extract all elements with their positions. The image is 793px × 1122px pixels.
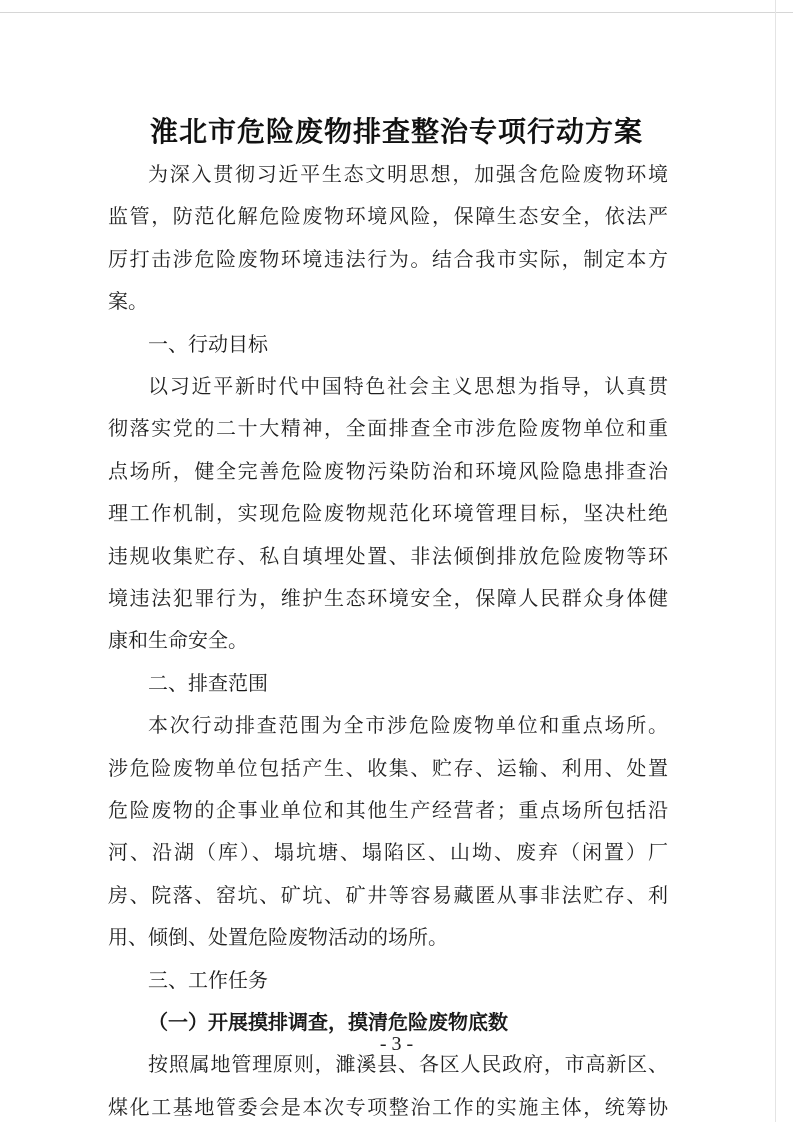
section3-line: 按照属地管理原则，濉溪县、各区人民政府，市高新区、 xyxy=(148,1052,668,1077)
section-heading-goals: 一、行动目标 xyxy=(148,331,268,356)
section1-line: 境违法犯罪行为，维护生态环境安全，保障人民群众身体健 xyxy=(108,586,668,610)
section1-line: 理工作机制，实现危险废物规范化环境管理目标，坚决杜绝 xyxy=(108,501,668,526)
intro-line: 案。 xyxy=(108,289,148,314)
page-number: - 3 - xyxy=(379,1033,414,1055)
scan-edge-top xyxy=(0,12,793,13)
intro-line: 为深入贯彻习近平生态文明思想，加强含危险废物环境 xyxy=(148,162,668,186)
section-heading-tasks: 三、工作任务 xyxy=(148,967,268,992)
section1-line: 彻落实党的二十大精神，全面排查全市涉危险废物单位和重 xyxy=(108,416,668,441)
section-subheading-survey: （一）开展摸排调查，摸清危险废物底数 xyxy=(148,1010,508,1034)
section1-line: 点场所，健全完善危险废物污染防治和环境风险隐患排查治 xyxy=(108,458,668,483)
document-title: 淮北市危险废物排查整治专项行动方案 xyxy=(149,115,643,148)
section-heading-scope: 二、排查范围 xyxy=(148,670,268,695)
section2-line: 河、沿湖（库）、塌坑塘、塌陷区、山坳、废弃（闲置）厂 xyxy=(108,840,668,865)
intro-line: 厉打击涉危险废物环境违法行为。结合我市实际，制定本方 xyxy=(108,246,668,271)
section2-line: 房、院落、窑坑、矿坑、矿井等容易藏匿从事非法贮存、利 xyxy=(108,882,668,907)
section1-line: 以习近平新时代中国特色社会主义思想为指导，认真贯 xyxy=(148,374,668,398)
section2-line: 涉危险废物单位包括产生、收集、贮存、运输、利用、处置 xyxy=(108,755,668,780)
section2-line: 用、倾倒、处置危险废物活动的场所。 xyxy=(108,925,448,950)
section3-line: 煤化工基地管委会是本次专项整治工作的实施主体，统筹协 xyxy=(108,1094,668,1119)
section1-line: 违规收集贮存、私自填埋处置、非法倾倒排放危险废物等环 xyxy=(108,543,668,568)
section1-line: 康和生命安全。 xyxy=(108,628,248,653)
section2-line: 危险废物的企事业单位和其他生产经营者；重点场所包括沿 xyxy=(108,798,668,822)
scan-edge-right xyxy=(775,0,776,1122)
section2-line: 本次行动排查范围为全市涉危险废物单位和重点场所。 xyxy=(148,713,668,738)
intro-line: 监管，防范化解危险废物环境风险，保障生态安全，依法严 xyxy=(108,204,668,229)
